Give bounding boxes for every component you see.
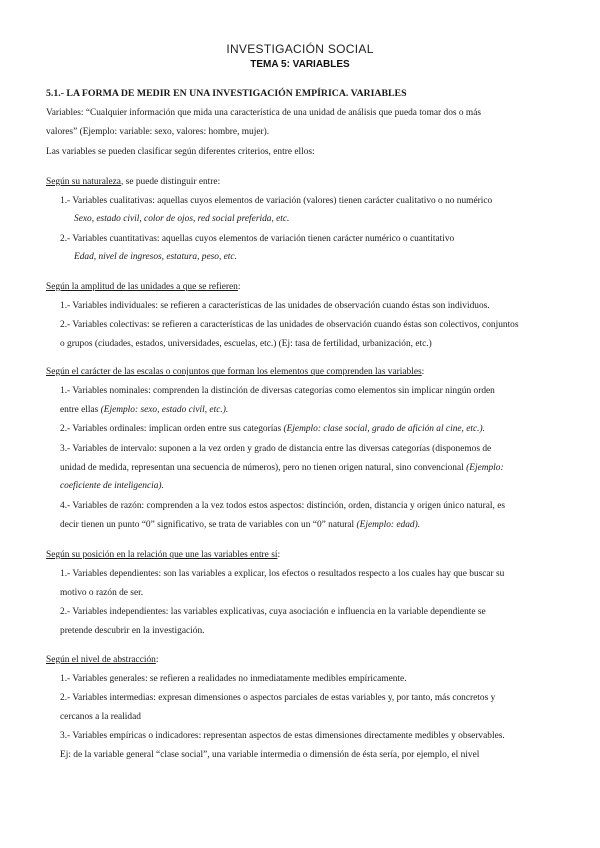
escalas-item-1b-text: entre ellas: [60, 405, 101, 415]
amplitud-item-2b: o grupos (ciudades, estados, universidades, escuelas, etc.) (Ej: tasa de fertilidad, urbanización, etc.): [60, 339, 432, 349]
escalas-item-2-example: (Ejemplo: clase social, grado de afición al cine, etc.).: [283, 424, 485, 434]
amplitud-heading-rest: :: [237, 282, 241, 292]
escalas-item-2-text: 2.- Variables ordinales: implican orden entre sus categorías: [60, 424, 284, 434]
escalas-item-4b-text: decir tienen un punto “0” significativo, se trata de variables con un “0” natural: [60, 520, 357, 530]
abstraccion-item-2b: cercanos a la realidad: [60, 712, 141, 722]
escalas-item-3c-example: coeficiente de inteligencia).: [60, 481, 164, 491]
intro-line-2: valores” (Ejemplo: variable: sexo, valores: hombre, mujer).: [46, 127, 270, 137]
escalas-item-1b: [60, 404, 580, 416]
naturaleza-item-1-example: Sexo, estado civil, color de ojos, red social preferida, etc.: [74, 214, 290, 224]
posicion-heading-rest: :: [277, 550, 281, 560]
escalas-item-3b: [60, 462, 580, 474]
posicion-heading: [46, 549, 566, 561]
section-heading: 5.1.- LA FORMA DE MEDIR EN UNA INVESTIGACIÓN EMPÍRICA. VARIABLES: [46, 88, 407, 99]
escalas-heading-underlined: Según el carácter de las escalas o conjuntos que forman los elementos que comprenden las variables: [46, 367, 422, 377]
escalas-heading: [46, 366, 566, 378]
escalas-item-3c: [60, 480, 580, 492]
posicion-item-1b: motivo o razón de ser.: [60, 588, 144, 598]
abstraccion-item-3: 3.- Variables empíricas o indicadores: representan aspectos de estas dimensiones directamente medibles y observables.: [60, 731, 505, 741]
posicion-heading-underlined: Según su posición en la relación que une las variables entre sí: [46, 550, 278, 560]
intro-line-1: Variables: “Cualquier información que mida una característica de una unidad de análisis que pueda tomar dos o más: [46, 108, 482, 118]
intro-line-3: Las variables se pueden clasificar según diferentes criterios, entre ellos:: [46, 147, 315, 157]
amplitud-heading-underlined: Según la amplitud de las unidades a que se refieren: [46, 282, 238, 292]
abstraccion-item-1: 1.- Variables generales: se refieren a realidades no inmediatamente medibles empíricamente.: [60, 674, 407, 684]
escalas-item-1b-example: (Ejemplo: sexo, estado civil, etc.).: [100, 405, 229, 415]
abstraccion-heading-underlined: Según el nivel de abstracción: [46, 655, 156, 665]
escalas-item-3b-example: (Ejemplo:: [466, 463, 504, 473]
escalas-item-4b: [60, 519, 580, 531]
escalas-item-3a: 3.- Variables de intervalo: suponen a la vez orden y grado de distancia entre las diversas categorías (disponemos de: [60, 444, 492, 454]
escalas-item-4a: 4.- Variables de razón: comprenden a la vez todos estos aspectos: distinción, orden, distancia y origen único natural, es: [60, 501, 506, 511]
posicion-item-1a: 1.- Variables dependientes: son las variables a explicar, los efectos o resultados respecto a los cuales hay que buscar su: [60, 569, 505, 579]
abstraccion-item-4: Ej: de la variable general “clase social”, una variable intermedia o dimensión de ésta sería, por ejemplo, el nivel: [60, 750, 480, 760]
naturaleza-item-2-example: Edad, nivel de ingresos, estatura, peso, etc.: [74, 252, 237, 262]
posicion-item-2a: 2.- Variables independientes: las variables explicativas, cuya asociación e influencia en la variable dependiente se: [60, 607, 486, 617]
document-subtitle: TEMA 5: VARIABLES: [250, 59, 350, 70]
amplitud-heading: [46, 281, 566, 293]
abstraccion-heading: [46, 654, 566, 666]
document-title: INVESTIGACIÓN SOCIAL: [226, 42, 374, 56]
naturaleza-heading: [46, 176, 566, 188]
amplitud-item-1: 1.- Variables individuales: se refieren a características de las unidades de observación cuando éstas son individuos.: [60, 301, 490, 311]
escalas-item-3b-text: unidad de medida, representan una secuencia de números), pero no tienen origen natural, sino convencional: [60, 463, 467, 473]
abstraccion-heading-rest: :: [155, 655, 159, 665]
escalas-item-4b-example: (Ejemplo: edad).: [356, 520, 421, 530]
posicion-item-2b: pretende descubrir en la investigación.: [60, 626, 205, 636]
naturaleza-item-2: 2.- Variables cuantitativas: aquellas cuyos elementos de variación tienen carácter numérico o cuantitativo: [60, 234, 455, 244]
escalas-item-2: [60, 423, 580, 435]
naturaleza-item-1: 1.- Variables cualitativas: aquellas cuyos elementos de variación (valores) tienen carácter cualitativo o no numérico: [60, 196, 493, 206]
escalas-heading-rest: :: [421, 367, 425, 377]
abstraccion-item-2a: 2.- Variables intermedias: expresan dimensiones o aspectos parciales de estas variables y, por tanto, más concretos y: [60, 693, 496, 703]
naturaleza-heading-underlined: Según su naturaleza: [46, 177, 121, 187]
amplitud-item-2a: 2.- Variables colectivas: se refieren a características de las unidades de observación cuando éstas son colectivos, conjuntos: [60, 320, 519, 330]
naturaleza-heading-rest: , se puede distinguir entre:: [120, 177, 221, 187]
escalas-item-1a: 1.- Variables nominales: comprenden la distinción de diversas categorías como elementos sin implicar ningún orden: [60, 386, 495, 396]
